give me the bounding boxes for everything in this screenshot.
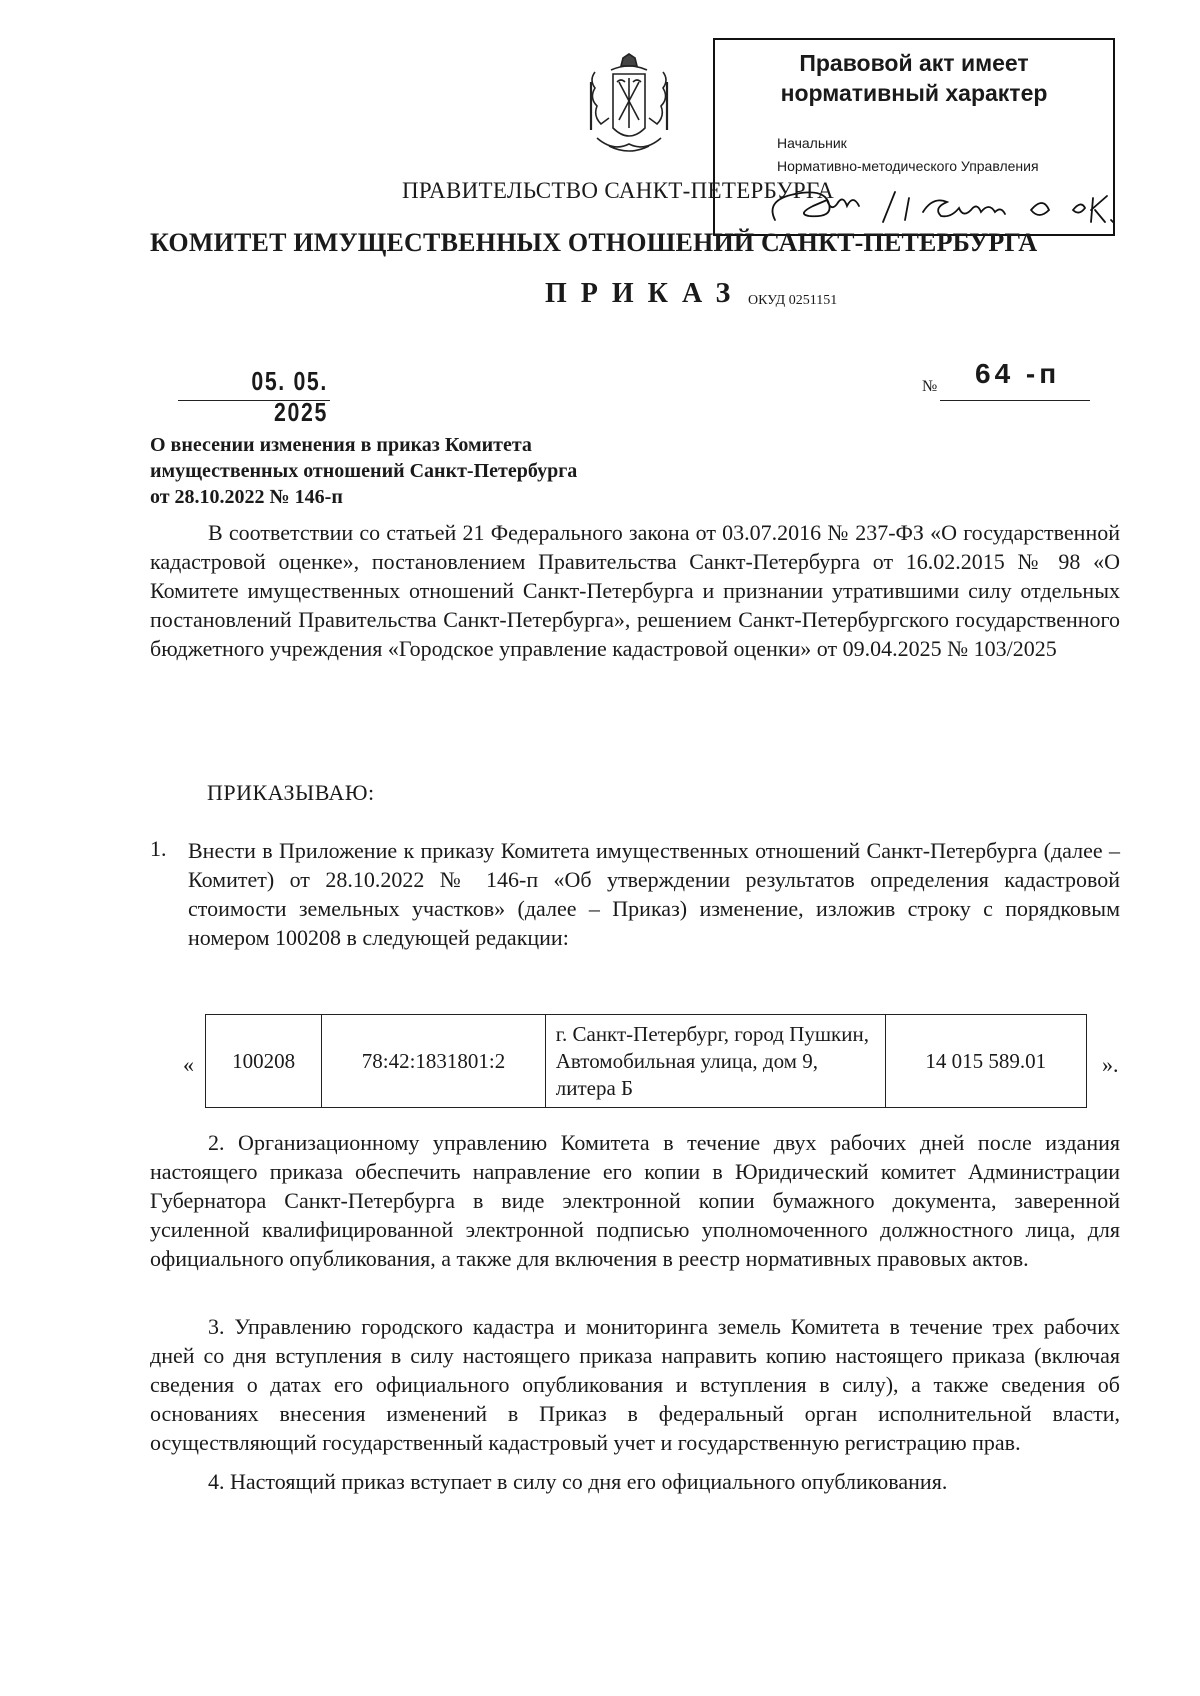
- okud-code: ОКУД 0251151: [748, 293, 838, 308]
- document-date: 05. 05. 2025: [251, 366, 328, 427]
- committee-heading: КОМИТЕТ ИМУЩЕСТВЕННЫХ ОТНОШЕНИЙ САНКТ-ПЕТЕРБУРГА: [150, 228, 1038, 257]
- item1-number: 1.: [150, 836, 167, 861]
- government-heading: ПРАВИТЕЛЬСТВО САНКТ-ПЕТЕРБУРГА: [402, 178, 835, 203]
- stamp-position-line2: Нормативно-методического Управления: [777, 158, 1039, 174]
- normative-act-stamp: [713, 38, 1115, 236]
- subject-line3: от 28.10.2022 № 146-п: [150, 486, 343, 508]
- table-row: [206, 1015, 1087, 1108]
- document-type-heading: ПРИКАЗ: [545, 278, 745, 309]
- number-underline: [940, 400, 1090, 401]
- date-underline: [178, 400, 330, 401]
- cell-cadastral-number: 78:42:1831801:2: [322, 1015, 546, 1108]
- preamble-paragraph: В соответствии со статьей 21 Федерального закона от 03.07.2016 № 237-ФЗ «О государственной кадастровой оценке», постановлением Правительства Санкт-Петербурга от 16.02.2015 № 98 «О Комитете имущественных отношений Санкт-Петербурга и признании утратившими силу отдельных постановлений Правительства Санкт-Петербурга», решением Санкт-Петербургского государственного бюджетного учреждения «Городское управление кадастровой оценки» от 09.04.2025 № 103/2025: [150, 520, 1120, 661]
- item1-paragraph: Внести в Приложение к приказу Комитета имущественных отношений Санкт-Петербурга (далее – Комитет) от 28.10.2022 № 146-п «Об утверждении результатов определения кадастровой стоимости земельных участков» (далее – Приказ) изменение, изложив строку с порядковым номером 100208 в следующей редакции:: [188, 838, 1120, 950]
- item4-paragraph: 4. Настоящий приказ вступает в силу со дня его официального опубликования.: [208, 1469, 948, 1494]
- quote-open: «: [183, 1052, 194, 1077]
- number-sign: №: [922, 378, 938, 395]
- coat-of-arms-emblem: [583, 52, 675, 160]
- cell-index: 100208: [206, 1015, 322, 1108]
- stamp-title-line1: Правовой акт имеет: [799, 50, 1029, 76]
- parcel-table: [205, 1014, 1087, 1108]
- stamp-title-line2: нормативный характер: [780, 80, 1048, 106]
- document-subject: [150, 432, 577, 510]
- item2-paragraph: 2. Организационному управлению Комитета в течение двух рабочих дней после издания настоящего приказа обеспечить направление его копии в Юридический комитет Администрации Губернатора Санкт-Петербурга в виде электронной копии бумажного документа, заверенной усиленной квалифицированной электронной подписью уполномоченного должностного лица, для официального опубликования, а также для включения в реестр нормативных правовых актов.: [150, 1130, 1120, 1271]
- cell-cadastral-value: 14 015 589.01: [885, 1015, 1086, 1108]
- document-number: 64 -п: [975, 358, 1061, 389]
- order-word: ПРИКАЗЫВАЮ:: [207, 780, 375, 805]
- subject-line1: О внесении изменения в приказ Комитета: [150, 434, 532, 456]
- item3-paragraph: 3. Управлению городского кадастра и мониторинга земель Комитета в течение трех рабочих дней со дня вступления в силу настоящего приказа направить копию настоящего приказа (включая сведения о датах его официального опубликования и вступления в силу), а также сведения об основаниях внесения изменений в Приказ в федеральный орган исполнительной власти, осуществляющий государственный кадастровый учет и государственную регистрацию прав.: [150, 1314, 1120, 1455]
- quote-close: ».: [1102, 1052, 1119, 1077]
- stamp-position-line1: Начальник: [777, 135, 847, 151]
- subject-line2: имущественных отношений Санкт-Петербурга: [150, 460, 578, 482]
- cell-address: г. Санкт-Петербург, город Пушкин, Автомобильная улица, дом 9, литера Б: [545, 1015, 885, 1108]
